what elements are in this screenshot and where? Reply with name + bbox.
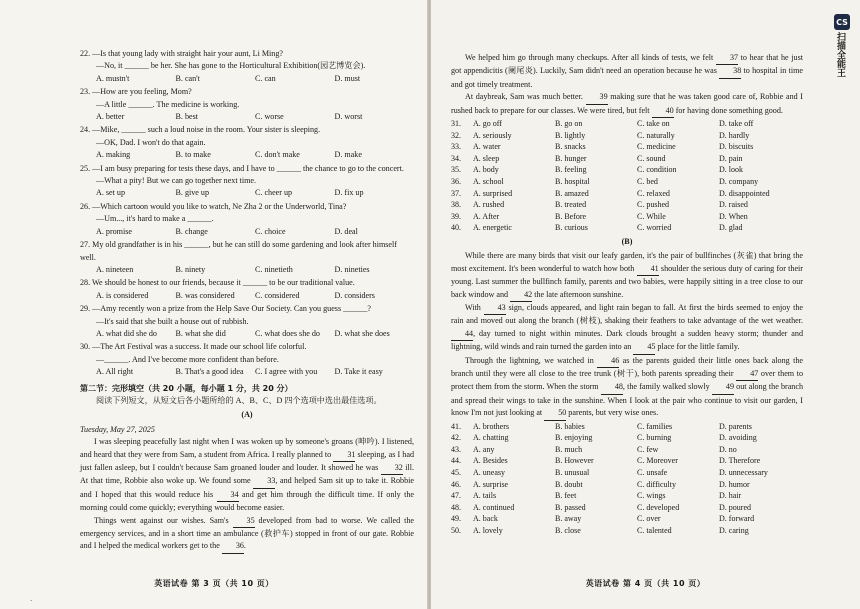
answer-row <box>451 479 801 491</box>
diary-date: Tuesday, May 27, 2025 <box>80 424 155 434</box>
option: B. can't <box>175 73 200 83</box>
answer-row <box>451 118 801 130</box>
option: C. condition <box>637 165 677 175</box>
answer-options-table <box>451 421 801 537</box>
option: A. surprise <box>473 479 509 489</box>
option: B. Before <box>555 211 587 221</box>
option: A. better <box>96 112 125 122</box>
page-3-content <box>80 48 414 554</box>
option: C. ninetieth <box>255 264 293 274</box>
option: A. continued <box>473 502 515 512</box>
option: C. worse <box>255 112 284 122</box>
option: D. hair <box>719 491 742 501</box>
option: D. raised <box>719 200 748 210</box>
mc-question <box>80 201 414 238</box>
passage-paragraph: With 43 sign, clouds appeared, and light rain began to fall. At first the birds seemed to enjoy the rain and moved out along the branch (树枝), shaking their feathers to take advantage of the wet weather. 44, day turned to night within minutes. Dark clouds brought a sudden heavy storm; thunder and lightning, wild winds and rain turned the garden into an 45 place for the little family. <box>451 302 803 355</box>
option: A. energetic <box>473 223 512 233</box>
option: B. doubt <box>555 479 583 489</box>
option: A. All right <box>96 367 134 377</box>
camscanner-brand-text: 扫描全能王 <box>835 32 845 77</box>
option: A. promise <box>96 226 132 236</box>
option: B. passed <box>555 502 586 512</box>
answer-blank: 35 <box>233 515 255 528</box>
option: A. nineteen <box>96 264 134 274</box>
option: C. bed <box>637 177 658 186</box>
option: C. difficulty <box>637 479 676 489</box>
option: B. babies <box>555 421 585 431</box>
option: D. poured <box>719 502 751 512</box>
option: A. mustn't <box>96 73 130 83</box>
mc-question <box>80 86 414 123</box>
section-instruction: 阅读下列短文，从短文后各小题所给的 A、B、C、D 四个选项中选出最佳选项。 <box>96 395 382 405</box>
question-line: —It's said that she built a house out of rubbish. <box>96 316 249 326</box>
option: D. glad <box>719 223 743 233</box>
option: A. lovely <box>473 526 503 535</box>
camscanner-watermark <box>834 14 856 94</box>
mc-question <box>80 124 414 161</box>
option: C. take on <box>637 119 670 129</box>
passage-paragraph: I was sleeping peacefully last night when I was woken up by someone's groans (呻吟). I listened, and heard that they were from Sam, a student from Africa. I really planned to 31 sleeping, as I had just fallen asleep, but I couldn't because Sam groaned louder and louder. It showed he was 32 ill. At that time, Robbie also woke up. We found some 33, and helped Sam sit up to take it. Robbie and I hoped that this would reduce his 34 and get him through the difficult time. If only the morning could come quickly; everything would become easier. <box>80 437 414 513</box>
option: B. snacks <box>555 142 586 152</box>
option: A. chatting <box>473 433 509 443</box>
option: D. humor <box>719 479 750 489</box>
option: A. making <box>96 150 131 160</box>
option: A. sleep <box>473 153 500 163</box>
answer-row <box>451 130 801 142</box>
answer-blank: 37 <box>716 52 738 65</box>
page-3-footer: 英语试卷 第 3 页（共 10 页） <box>154 579 274 588</box>
option-row <box>80 328 414 340</box>
mc-question <box>80 303 414 340</box>
option: A. uneasy <box>473 468 505 478</box>
option: D. caring <box>719 526 749 535</box>
question-line: —What a pity! But we can go together next time. <box>96 176 257 186</box>
option: C. relaxed <box>637 188 670 198</box>
answer-row <box>451 153 801 165</box>
item-number: 42. <box>451 433 461 443</box>
option: D. unnecessary <box>719 468 768 478</box>
option: D. company <box>719 177 759 186</box>
mc-question <box>80 239 414 276</box>
option-row <box>80 226 414 238</box>
question-line: 29. —Amy recently won a prize from the Help Save Our Society. Can you guess ______? <box>80 304 372 314</box>
option: B. hunger <box>555 153 587 163</box>
question-line: —A little ______. The medicine is working. <box>96 99 240 109</box>
answer-row <box>451 199 801 211</box>
option: A. what did she do <box>96 328 157 338</box>
mc-question <box>80 48 414 85</box>
option: C. talented <box>637 526 672 535</box>
option: B. was considered <box>175 290 235 300</box>
option: B. away <box>555 514 582 524</box>
option: A. set up <box>96 188 125 198</box>
option: A. back <box>473 514 498 524</box>
option: C. I agree with you <box>255 367 318 377</box>
passage-paragraph: Through the lightning, we watched in 46 as the parents guided their little ones back along the branch until they were all close to the tree trunk (树干), both parents spreading their 47 over them to protect them from the storm. When the storm 48, the family walked slowly 49 out along the branch and spread their wings to take in the sunshine. When I look at the pair who continue to visit our garden, I know I'm not just looking at 50 parents, but very wise ones. <box>451 355 803 421</box>
answer-row <box>451 188 801 200</box>
option: A. Besides <box>473 456 508 466</box>
answer-blank: 39 <box>586 91 608 104</box>
answer-blank: 41 <box>637 263 659 276</box>
mc-question <box>80 277 414 302</box>
item-number: 44. <box>451 456 461 466</box>
answer-blank: 48 <box>601 381 623 394</box>
passage-label: (A) <box>241 410 253 420</box>
option: A. body <box>473 165 499 175</box>
option: D. When <box>719 211 748 221</box>
option: A. surprised <box>473 188 513 198</box>
question-line: 23. —How are you feeling, Mom? <box>80 87 192 97</box>
option: A. school <box>473 177 504 186</box>
answer-blank: 50 <box>544 407 566 420</box>
item-number: 49. <box>451 514 461 524</box>
option: C. don't make <box>255 150 300 160</box>
option: B. much <box>555 444 583 454</box>
item-number: 43. <box>451 444 461 454</box>
option: C. developed <box>637 502 680 512</box>
option: B. unusual <box>555 468 590 478</box>
question-line: 28. We should be honest to our friends, because it ______ to be our traditional value. <box>80 278 355 288</box>
option-row <box>80 187 414 199</box>
option: D. take off <box>719 119 754 129</box>
option: B. feeling <box>555 165 587 175</box>
answer-row <box>451 513 801 525</box>
scan-mark: · <box>30 597 33 605</box>
option: D. fix up <box>334 188 364 198</box>
option: A. go off <box>473 119 502 129</box>
option: D. considers <box>334 290 375 300</box>
answer-row <box>451 502 801 514</box>
item-number: 50. <box>451 526 461 535</box>
item-number: 38. <box>451 200 461 210</box>
passage-paragraph: While there are many birds that visit our leafy garden, it's the pair of bullfinches (灰雀) that bring the most excitement. It's been wonderful to watch how both 41 shoulder the serious duty of caring for their young. Last summer the bullfinch family, parents and two babies, were happily sitting in a tree close to our back window and 42 the late afternoon sunshine. <box>451 250 803 302</box>
question-line: 27. My old grandfather is in his ______, but he can still do some gardening and look after himself well. <box>80 240 397 262</box>
option: C. choice <box>255 226 286 236</box>
option-row <box>80 366 414 378</box>
question-line: —OK, Dad. I won't do that again. <box>96 137 206 147</box>
option: C. cheer up <box>255 188 293 198</box>
option: C. wings <box>637 491 666 501</box>
passage-paragraph: Things went against our wishes. Sam's 35 developed from bad to worse. We called the emergency services, and in a short time an ambulance (救护车) stopped in front of our gate. Robbie and I helped the medical workers get to the 36. <box>80 515 414 554</box>
option: D. Take it easy <box>334 367 383 377</box>
option: C. over <box>637 514 661 524</box>
answer-row <box>451 164 801 176</box>
answer-blank: 49 <box>712 381 734 394</box>
answer-blank: 46 <box>597 355 619 368</box>
item-number: 47. <box>451 491 461 501</box>
option: B. what she did <box>175 328 226 338</box>
item-number: 40. <box>451 223 461 233</box>
option: C. sound <box>637 153 666 163</box>
passage-paragraph: We helped him go through many checkups. After all kinds of tests, we felt 37 to hear that he just got appendicitis (阑尾炎). Luckily, Sam didn't need an operation because he was 38 to hospital in time and got timely treatment. <box>451 53 803 89</box>
option: A. any <box>473 444 495 454</box>
option: B. to make <box>175 150 211 160</box>
question-line: 30. —The Art Festival was a success. It made our school life colorful. <box>80 342 307 352</box>
option: A. is considered <box>96 290 149 300</box>
option: B. amazed <box>555 188 589 198</box>
option: D. Therefore <box>719 456 761 466</box>
item-number: 37. <box>451 188 461 198</box>
question-line: 26. —Which cartoon would you like to watch, Ne Zha 2 or the Underworld, Tina? <box>80 201 347 211</box>
option: D. must <box>334 73 361 83</box>
answer-blank: 34 <box>217 489 239 502</box>
option: B. curious <box>555 223 588 233</box>
option: D. no <box>719 444 737 454</box>
option: D. what she does <box>334 328 390 338</box>
item-number: 32. <box>451 130 461 140</box>
answer-blank: 47 <box>736 368 758 381</box>
option: A. seriously <box>473 130 512 140</box>
option: C. Moreover <box>637 456 678 466</box>
option: D. avoiding <box>719 433 757 443</box>
option: D. look <box>719 165 743 175</box>
answer-row <box>451 141 801 153</box>
item-number: 39. <box>451 211 461 221</box>
question-line: —______. And I've become more confident than before. <box>96 354 279 364</box>
option: B. However <box>555 456 594 466</box>
option-row <box>80 73 414 85</box>
option: A. After <box>473 211 500 221</box>
answer-blank: 36 <box>222 540 244 553</box>
option: D. make <box>334 150 362 160</box>
answer-row <box>451 176 801 188</box>
option: C. can <box>255 73 276 83</box>
mc-question <box>80 341 414 378</box>
option: C. pushed <box>637 200 669 210</box>
option: B. enjoying <box>555 433 593 443</box>
option: C. naturally <box>637 130 675 140</box>
section-title: 第二节：完形填空（共 20 小题，每小题 1 分，共 20 分） <box>80 383 293 393</box>
option: B. feet <box>555 491 577 501</box>
option: C. While <box>637 211 666 221</box>
option: D. deal <box>334 226 358 236</box>
passage-label: (B) <box>621 236 633 246</box>
option: C. considered <box>255 290 300 300</box>
answer-row <box>451 211 801 223</box>
item-number: 48. <box>451 502 461 512</box>
answer-row <box>451 490 801 502</box>
item-number: 45. <box>451 468 461 478</box>
answer-row <box>451 432 801 444</box>
page-4-content <box>451 52 803 537</box>
camscanner-logo-icon: CS <box>834 14 850 30</box>
answer-blank: 43 <box>484 302 506 315</box>
mc-question <box>80 163 414 200</box>
answer-blank: 38 <box>719 65 741 78</box>
option: A. water <box>473 142 501 152</box>
option: B. hospital <box>555 177 590 186</box>
option: C. medicine <box>637 142 676 152</box>
option: B. lightly <box>555 130 586 140</box>
passage-paragraph: At daybreak, Sam was much better. 39 making sure that he was taken good care of, Robbie and I rushed back to prepare for our classes. We were tired, but felt 40 for having done something good. <box>451 91 803 118</box>
answer-row <box>451 222 801 234</box>
option: D. parents <box>719 421 752 431</box>
option: B. change <box>175 226 208 236</box>
question-line: —No, it ______ be her. She has gone to the Horticultural Exhibition(园艺博览会). <box>96 61 366 71</box>
option: C. what does she do <box>255 328 320 338</box>
exam-page-3 <box>0 0 428 609</box>
question-line: 25. —I am busy preparing for tests these days, and I have to ______ the chance to go to the concert. <box>80 163 404 173</box>
option: D. biscuits <box>719 142 754 152</box>
question-line: 22. —Is that young lady with straight hair your aunt, Li Ming? <box>80 49 283 58</box>
answer-blank: 42 <box>510 289 532 302</box>
answer-row <box>451 455 801 467</box>
answer-row <box>451 467 801 479</box>
option: D. nineties <box>334 264 370 274</box>
page-4-footer: 英语试卷 第 4 页（共 10 页） <box>585 579 706 588</box>
option: B. give up <box>175 188 209 198</box>
question-line: —Um..., it's hard to make a ______. <box>96 214 214 224</box>
item-number: 31. <box>451 119 461 129</box>
answer-blank: 31 <box>333 449 355 462</box>
option-row <box>80 264 414 276</box>
option: C. worried <box>637 223 672 233</box>
option: A. brothers <box>473 421 509 431</box>
item-number: 35. <box>451 165 461 175</box>
answer-row <box>451 421 801 433</box>
answer-options-table <box>451 118 801 234</box>
exam-page-4 <box>431 0 860 609</box>
item-number: 36. <box>451 177 461 186</box>
option: C. burning <box>637 433 672 443</box>
question-line: 24. —Mike, ______ such a loud noise in the room. Your sister is sleeping. <box>80 125 321 135</box>
option: D. worst <box>334 112 363 122</box>
answer-blank: 44 <box>451 328 473 341</box>
item-number: 33. <box>451 142 461 152</box>
option: B. treated <box>555 200 587 210</box>
option: B. close <box>555 526 581 535</box>
option: B. That's a good idea <box>175 367 244 377</box>
option-row <box>80 149 414 161</box>
option: B. ninety <box>175 264 206 274</box>
answer-blank: 32 <box>381 462 403 475</box>
option: D. forward <box>719 514 755 524</box>
option-row <box>80 290 414 302</box>
item-number: 46. <box>451 479 461 489</box>
answer-blank: 45 <box>633 341 655 354</box>
option: B. go on <box>555 119 583 129</box>
option: A. tails <box>473 491 497 501</box>
option: C. families <box>637 421 673 431</box>
option-row <box>80 111 414 123</box>
option: C. few <box>637 444 659 454</box>
answer-blank: 40 <box>652 105 674 118</box>
answer-row <box>451 444 801 456</box>
answer-row <box>451 525 801 537</box>
option: D. pain <box>719 153 743 163</box>
option: D. disappointed <box>719 188 770 198</box>
option: D. hardly <box>719 130 750 140</box>
item-number: 41. <box>451 421 461 431</box>
option: A. rushed <box>473 200 505 210</box>
item-number: 34. <box>451 153 461 163</box>
option: B. best <box>175 112 198 122</box>
option: C. unsafe <box>637 468 668 478</box>
answer-blank: 33 <box>253 475 275 488</box>
